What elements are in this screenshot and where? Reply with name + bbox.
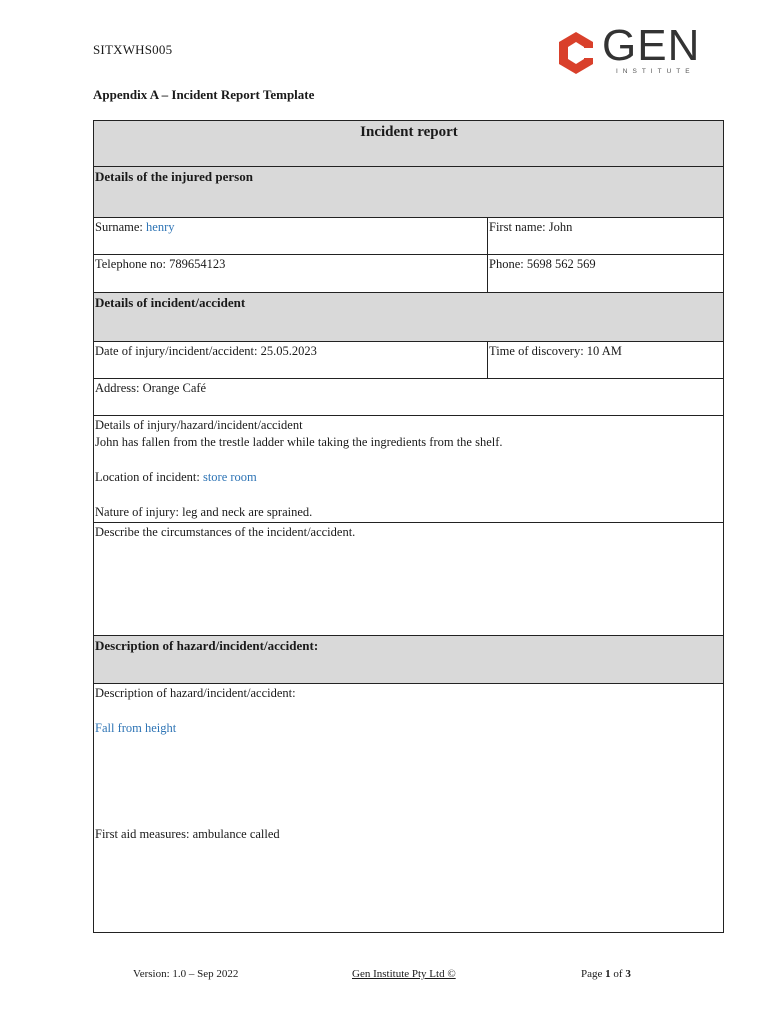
first-name-label: First name:: [489, 220, 549, 234]
time-field[interactable]: [487, 342, 723, 378]
telephone-label: Telephone no:: [95, 257, 170, 271]
form-title: Incident report: [360, 124, 458, 140]
details-value: John has fallen from the trestle ladder while taking the ingredients from the shelf.: [95, 435, 503, 449]
details-label: Details of injury/hazard/incident/accident: [95, 418, 303, 432]
address-field[interactable]: [94, 379, 723, 415]
phone-field[interactable]: [487, 255, 723, 292]
details-field[interactable]: [94, 416, 723, 522]
date-label: Date of injury/incident/accident:: [95, 344, 261, 358]
first-name-value: John: [548, 220, 573, 234]
hazard-description-field[interactable]: [94, 684, 723, 932]
logo-wordmark: GEN: [602, 21, 701, 70]
incident-report-form: [93, 120, 724, 933]
surname-field[interactable]: [94, 218, 487, 254]
first-aid-value: ambulance called: [192, 827, 280, 841]
telephone-value: 789654123: [169, 257, 226, 271]
location-value: store room: [202, 470, 257, 484]
page-current: 1: [605, 968, 611, 980]
hazard-description-row: [94, 684, 723, 932]
footer-version: Version: 1.0 – Sep 2022: [133, 968, 239, 980]
circumstances-label: Describe the circumstances of the incident/accident.: [95, 525, 356, 539]
incident-heading: Details of incident/accident: [95, 295, 246, 310]
injured-person-section: [94, 167, 723, 218]
circumstances-field[interactable]: [94, 523, 723, 635]
first-name-field[interactable]: [487, 218, 723, 254]
phone-value: 5698 562 569: [526, 257, 596, 271]
date-field[interactable]: [94, 342, 487, 378]
address-label: Address:: [95, 381, 143, 395]
first-aid-label: First aid measures:: [95, 827, 193, 841]
address-value: Orange Café: [142, 381, 207, 395]
phone-label: Phone:: [489, 257, 527, 271]
hazard-label: Description of hazard/incident/accident:: [95, 686, 296, 700]
date-value: 25.05.2023: [260, 344, 317, 358]
date-time-row: [94, 342, 723, 379]
details-row: [94, 416, 723, 523]
circumstances-row: [94, 523, 723, 636]
page-total: 3: [625, 968, 631, 980]
hazard-value: Fall from height: [95, 721, 177, 735]
phone-row: [94, 255, 723, 293]
address-row: [94, 379, 723, 416]
footer-company: Gen Institute Pty Ltd ©: [352, 968, 456, 980]
incident-section: [94, 293, 723, 342]
surname-value: henry: [146, 220, 175, 234]
gen-institute-logo: [556, 21, 716, 82]
surname-label: Surname:: [95, 220, 147, 234]
unit-code: SITXWHS005: [93, 42, 173, 57]
hexagon-logo-icon: [556, 30, 596, 76]
name-row: [94, 218, 723, 255]
hazard-section: [94, 636, 723, 684]
injured-person-heading: Details of the injured person: [95, 169, 253, 184]
hazard-heading: Description of hazard/incident/accident:: [95, 638, 319, 653]
nature-label: Nature of injury:: [95, 505, 183, 519]
telephone-field[interactable]: [94, 255, 487, 292]
page-prefix: Page: [581, 968, 606, 980]
page-middle: of: [610, 968, 626, 980]
logo-subtext: INSTITUTE: [616, 68, 695, 75]
appendix-title: Appendix A – Incident Report Template: [93, 87, 315, 102]
footer-page-number: [581, 968, 631, 980]
time-label: Time of discovery:: [489, 344, 587, 358]
nature-value: leg and neck are sprained.: [182, 505, 313, 519]
form-title-row: [94, 121, 723, 167]
time-value: 10 AM: [586, 344, 622, 358]
location-label: Location of incident:: [95, 470, 203, 484]
